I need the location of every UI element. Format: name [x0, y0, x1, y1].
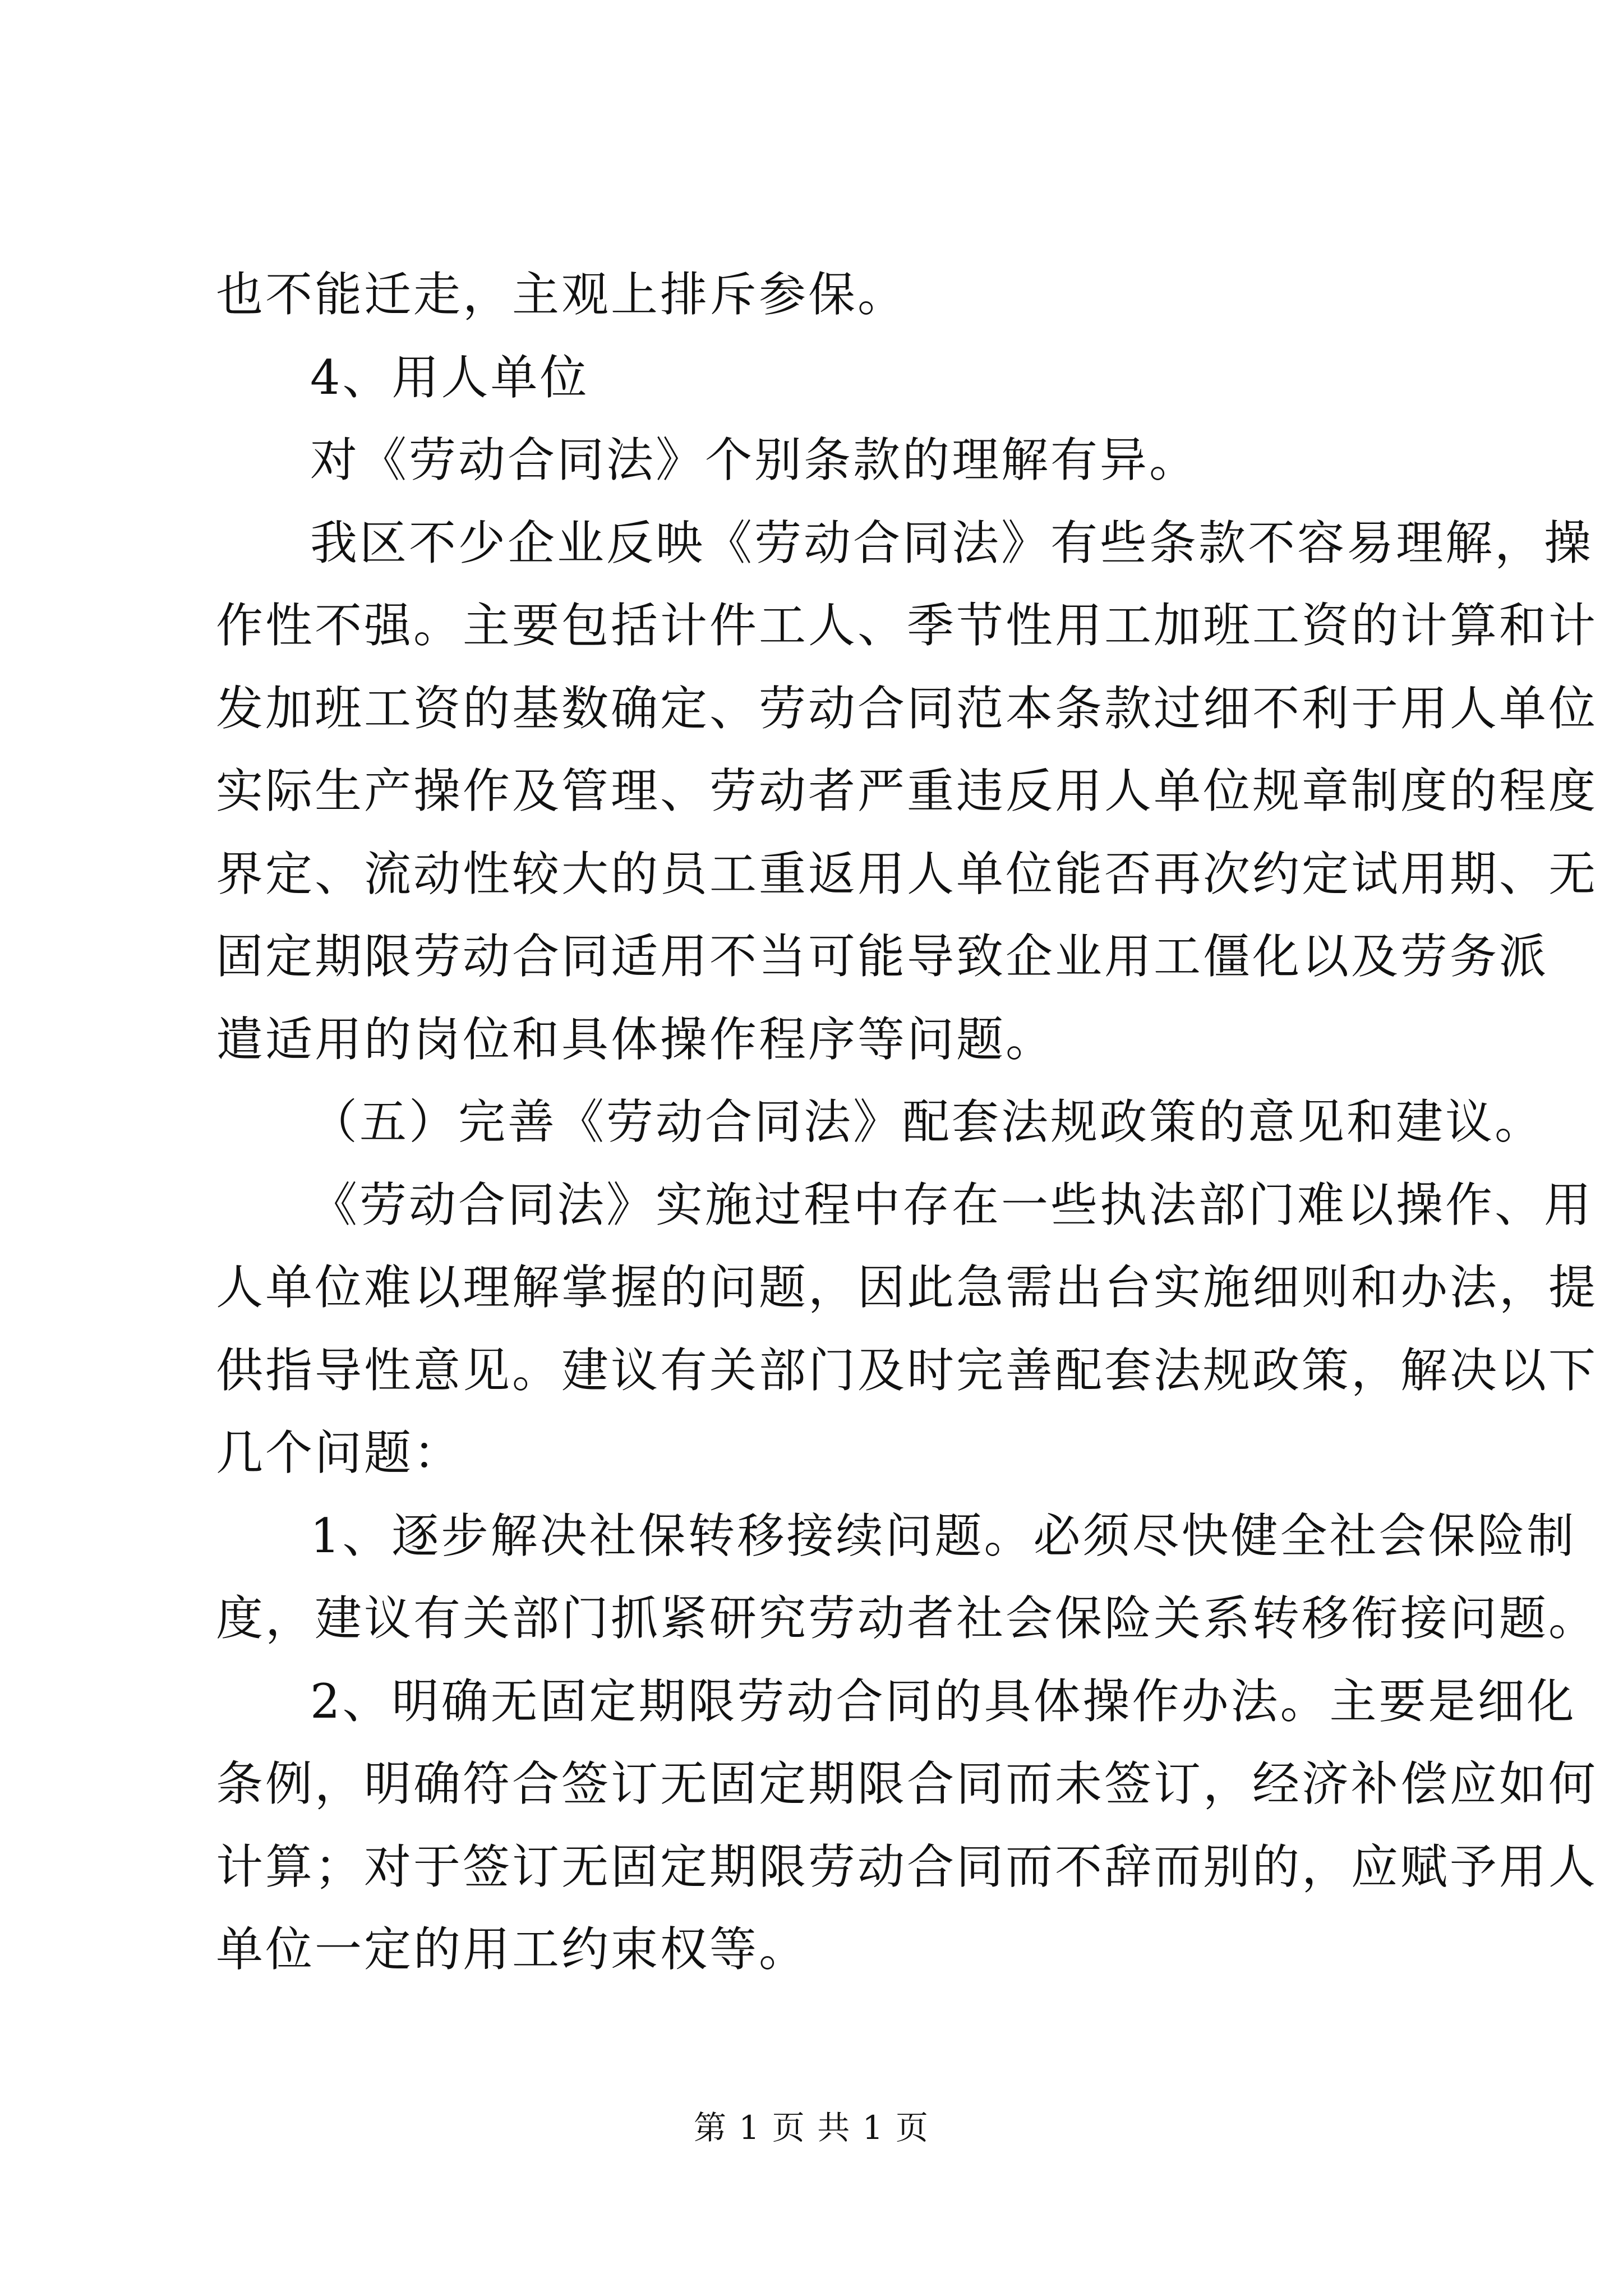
document-body: [216, 254, 1598, 1991]
text-line: 发加班工资的基数确定、劳动合同范本条款过细不利于用人单位: [216, 680, 1598, 736]
text-line: 供指导性意见。建议有关部门及时完善配套法规政策，解决以下: [216, 1342, 1598, 1398]
text-line: 界定、流动性较大的员工重返用人单位能否再次约定试用期、无: [216, 846, 1598, 901]
text-line: 固定期限劳动合同适用不当可能导致企业用工僵化以及劳务派: [216, 929, 1549, 984]
text-line: 也不能迁走，主观上排斥参保。: [216, 267, 907, 322]
text-line: 我区不少企业反映《劳动合同法》有些条款不容易理解，操: [310, 515, 1594, 570]
text-line: 计算；对于签订无固定期限劳动合同而不辞而别的，应赋予用人: [216, 1839, 1598, 1894]
text-line: 4、用人单位: [310, 349, 589, 405]
text-line: 《劳动合同法》实施过程中存在一些执法部门难以操作、用: [310, 1177, 1594, 1232]
page-footer: [0, 2108, 1623, 2147]
page-number: 第 1 页 共 1 页: [694, 2109, 929, 2147]
text-line: 对《劳动合同法》个别条款的理解有异。: [310, 432, 1199, 487]
text-line: 单位一定的用工约束权等。: [216, 1922, 809, 1977]
text-line: 人单位难以理解掌握的问题，因此急需出台实施细则和办法，提: [216, 1260, 1598, 1315]
text-line: 实际生产操作及管理、劳动者严重违反用人单位规章制度的程度: [216, 763, 1598, 818]
text-line: 1、逐步解决社保转移接续问题。必须尽快健全社会保险制: [310, 1508, 1576, 1563]
text-line: 度，建议有关部门抓紧研究劳动者社会保险关系转移衔接问题。: [216, 1591, 1598, 1646]
text-line: 几个问题：: [216, 1425, 463, 1480]
text-line: 条例，明确符合签订无固定期限合同而未签订，经济补偿应如何: [216, 1756, 1598, 1811]
text-line: 作性不强。主要包括计件工人、季节性用工加班工资的计算和计: [216, 598, 1598, 653]
text-line: （五）完善《劳动合同法》配套法规政策的意见和建议。: [310, 1094, 1544, 1149]
text-line: 2、明确无固定期限劳动合同的具体操作办法。主要是细化: [310, 1673, 1576, 1729]
text-line: 遣适用的岗位和具体操作程序等问题。: [216, 1011, 1055, 1067]
